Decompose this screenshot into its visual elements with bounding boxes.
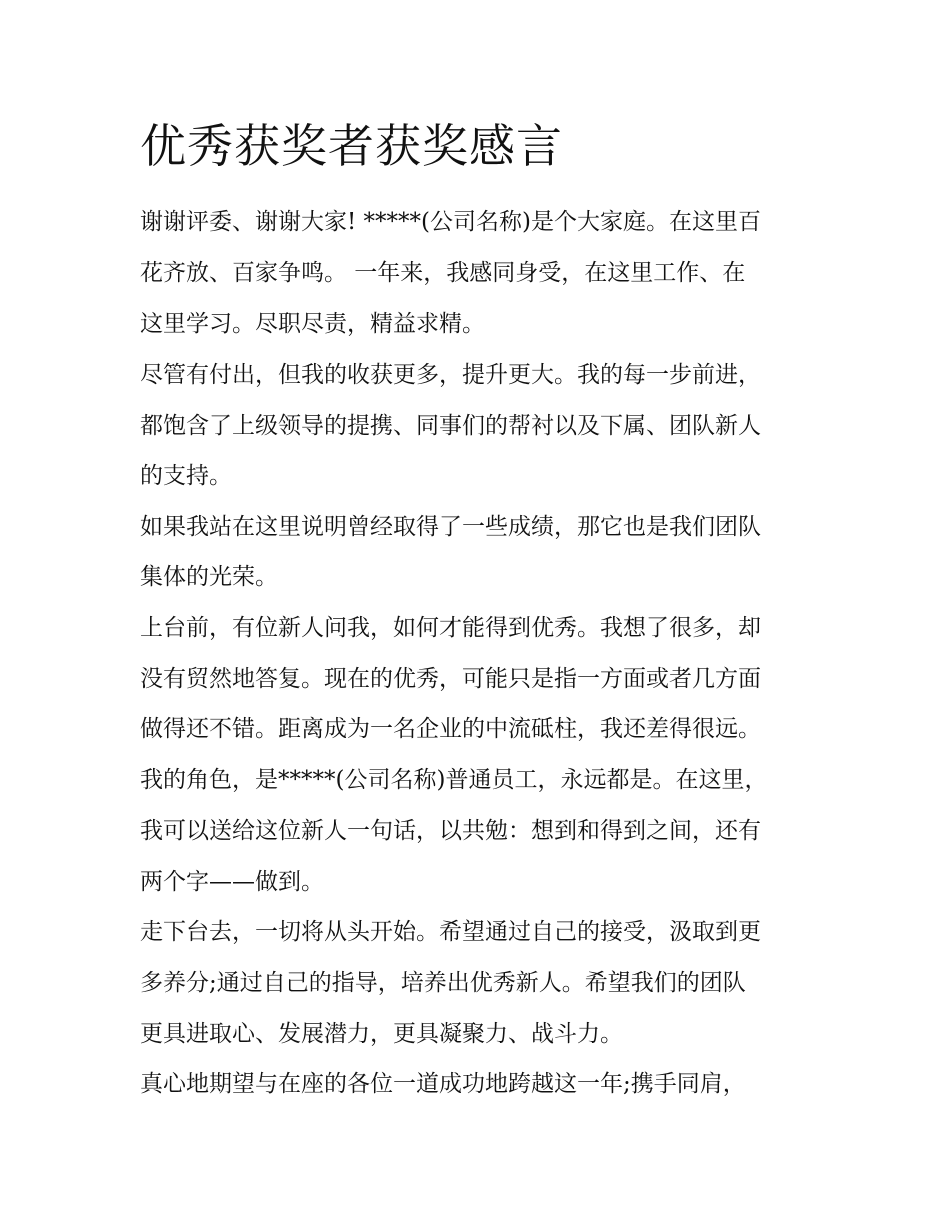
text-line: 尽管有付出，但我的收获更多，提升更大。我的每一步前进，: [140, 362, 761, 388]
text-line: 走下台去，一切将从头开始。希望通过自己的接受，汲取到更: [140, 919, 761, 945]
text-line: 没有贸然地答复。现在的优秀，可能只是指一方面或者几方面: [140, 666, 761, 692]
text-line: 这里学习。尽职尽责，精益求精。: [140, 311, 485, 337]
document-title: 优秀获奖者获奖感言: [140, 119, 563, 173]
text-line: 谢谢评委、谢谢大家! *****(公司名称)是个大家庭。在这里百: [140, 209, 761, 235]
text-line: 我的角色，是*****(公司名称)普通员工，永远都是。在这里，: [140, 767, 768, 793]
text-line: 真心地期望与在座的各位一道成功地跨越这一年;携手同肩，: [140, 1071, 746, 1097]
text-line: 多养分;通过自己的指导，培养出优秀新人。希望我们的团队: [140, 970, 746, 996]
text-line: 如果我站在这里说明曾经取得了一些成绩，那它也是我们团队: [140, 514, 761, 540]
text-line: 花齐放、百家争鸣。 一年来，我感同身受，在这里工作、在: [140, 260, 746, 286]
text-line: 集体的光荣。: [140, 564, 278, 590]
text-line: 我可以送给这位新人一句话，以共勉：想到和得到之间，还有: [140, 818, 761, 844]
text-line: 更具进取心、发展潜力，更具凝聚力、战斗力。: [140, 1021, 623, 1047]
text-line: 做得还不错。距离成为一名企业的中流砥柱，我还差得很远。: [140, 716, 761, 742]
text-line: 都饱含了上级领导的提携、同事们的帮衬以及下属、团队新人: [140, 413, 761, 439]
text-line: 两个字——做到。: [140, 869, 324, 895]
text-line: 上台前，有位新人问我，如何才能得到优秀。我想了很多，却: [140, 615, 761, 641]
text-line: 的支持。: [140, 463, 232, 489]
